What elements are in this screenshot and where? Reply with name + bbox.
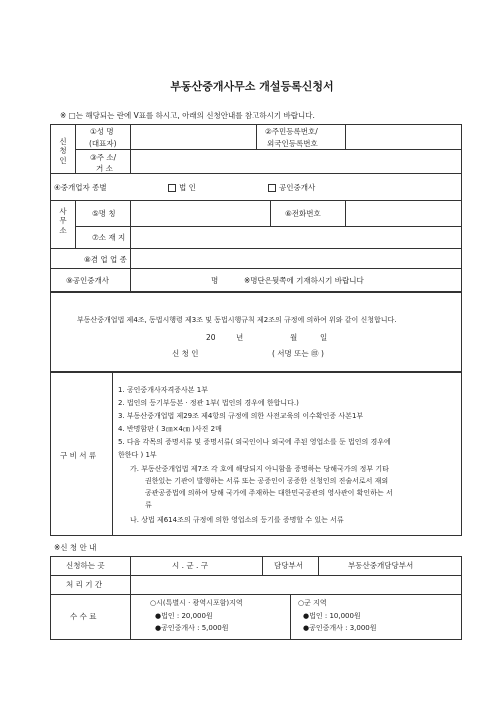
- doc-sub-a-4: 류: [145, 501, 152, 509]
- fee-city-title: ○시(특별시 · 광역시포함)지역: [150, 599, 243, 607]
- fee-city-corp: ●법인 : 20,000원: [155, 612, 213, 620]
- guide-fee-label: 수 수 료: [70, 612, 97, 621]
- fee-county-title: ○군 지역: [298, 599, 327, 607]
- agents-count-field[interactable]: [135, 271, 205, 289]
- rrn-sub-label: 외국인등록번호: [267, 139, 318, 148]
- documents-label: 구 비 서 류: [60, 451, 97, 460]
- agents-note: ※명단은뒷쪽에 기재하시기 바랍니다: [244, 276, 364, 285]
- name-field[interactable]: [133, 127, 253, 147]
- applicant-section-label: 신 청 인: [59, 137, 67, 165]
- doc-item-5: 5. 다음 각목의 증명서류 및 증명서류( 외국인이나 외국에 주된 영업소를 둔 법인의 경우에: [118, 438, 391, 446]
- agents-label: ⑨공인중개사: [66, 276, 109, 285]
- office-phone-label: ⑥전화번호: [285, 209, 321, 218]
- guide-office-label: 신청하는 곳: [66, 561, 105, 570]
- doc-sub-a-2: 권한있는 기관이 발행하는 서류 또는 공증인이 공증한 신청인의 진술서로서 재외: [145, 477, 389, 485]
- address-label: ③주 소/: [90, 153, 117, 162]
- form-title: 부동산중개사무소 개설등록신청서: [170, 80, 334, 93]
- office-name-field[interactable]: [133, 203, 267, 223]
- fee-city-agent: ●공인중개사 : 5,000원: [155, 624, 229, 632]
- decl-day-unit: 일: [320, 333, 328, 342]
- name-label: ①성 명: [90, 127, 114, 136]
- guide-office-value: 시 . 군 . 구: [172, 561, 209, 570]
- broker-type-corp-option[interactable]: 법 인: [168, 184, 196, 192]
- side-business-field[interactable]: [133, 250, 458, 266]
- corp-checkbox[interactable]: [168, 184, 176, 192]
- decl-applicant-label: 신 청 인: [172, 349, 199, 358]
- decl-year-unit: 년: [236, 333, 244, 342]
- declaration-box: [50, 292, 462, 372]
- notice-text: ※ □는 해당되는 란에 V표를 하시고, 아래의 신청안내를 참고하시기 바랍니다.: [60, 111, 315, 120]
- rrn-field[interactable]: [348, 127, 458, 147]
- doc-item-2: 2. 법인의 등기부등본 · 정관 1부( 법인의 경우에 한합니다.): [118, 399, 299, 407]
- office-section-label: 사 무 소: [59, 207, 67, 235]
- agent-checkbox[interactable]: [268, 184, 276, 192]
- doc-item-5-cont: 한한다 ) 1부: [118, 451, 157, 459]
- decl-sign-label[interactable]: ( 서명 또는 ㊞ ): [272, 349, 324, 358]
- fee-county-agent: ●공인중개사 : 3,000원: [303, 624, 377, 632]
- guide-period-label: 처 리 기 간: [66, 580, 103, 589]
- address-field[interactable]: [133, 152, 458, 171]
- doc-sub-b: 나. 상법 제614조의 규정에 의한 영업소의 등기를 증명할 수 있는 서류: [130, 516, 344, 524]
- name-sub-label: (대표자): [89, 139, 117, 148]
- guide-dept-label: 담당부서: [274, 561, 303, 570]
- declaration-text: 부동산중개업법 제4조, 동법시행령 제3조 및 동법시행규칙 제2조의 규정에 의하여 위와 같이 신청합니다.: [77, 316, 397, 324]
- guide-dept-value: 부동산중개담당부서: [348, 561, 414, 570]
- doc-sub-a-3: 공관공증법에 의하여 당해 국가에 주재하는 대한민국공관의 영사관이 확인하는 서: [145, 489, 393, 497]
- doc-sub-a-1: 가. 부동산중개업법 제7조 각 호에 해당되지 아니함을 증명하는 당해국가의 정부 기타: [130, 465, 389, 473]
- office-phone-field[interactable]: [348, 203, 458, 223]
- decl-year: 20: [206, 333, 216, 342]
- side-business-label: ⑧겸 업 업 종: [84, 255, 127, 264]
- broker-type-agent-option[interactable]: 공인중개사: [268, 184, 315, 192]
- doc-item-3: 3. 부동산중개업법 제29조 제4항의 규정에 의한 사전교육의 이수확인증 사본1부: [118, 412, 364, 420]
- office-name-label: ⑤명 칭: [92, 209, 116, 218]
- address-sub-label: 거 소: [96, 164, 113, 173]
- agents-unit: 명: [211, 276, 219, 285]
- broker-type-label: ④중개업자 종별: [54, 183, 107, 192]
- rrn-label: ②주민등록번호/: [265, 127, 318, 136]
- office-location-label: ⑦소 재 지: [92, 233, 126, 242]
- fee-county-corp: ●법인 : 10,000원: [303, 612, 361, 620]
- doc-item-1: 1. 공인중개사자격증사본 1부: [118, 386, 208, 394]
- guide-title: ※신 청 안 내: [54, 543, 97, 552]
- office-location-field[interactable]: [133, 229, 458, 246]
- doc-item-4: 4. 반명함판 ( 3㎝×4㎝ )사진 2매: [118, 425, 222, 433]
- decl-month-unit: 월: [290, 333, 298, 342]
